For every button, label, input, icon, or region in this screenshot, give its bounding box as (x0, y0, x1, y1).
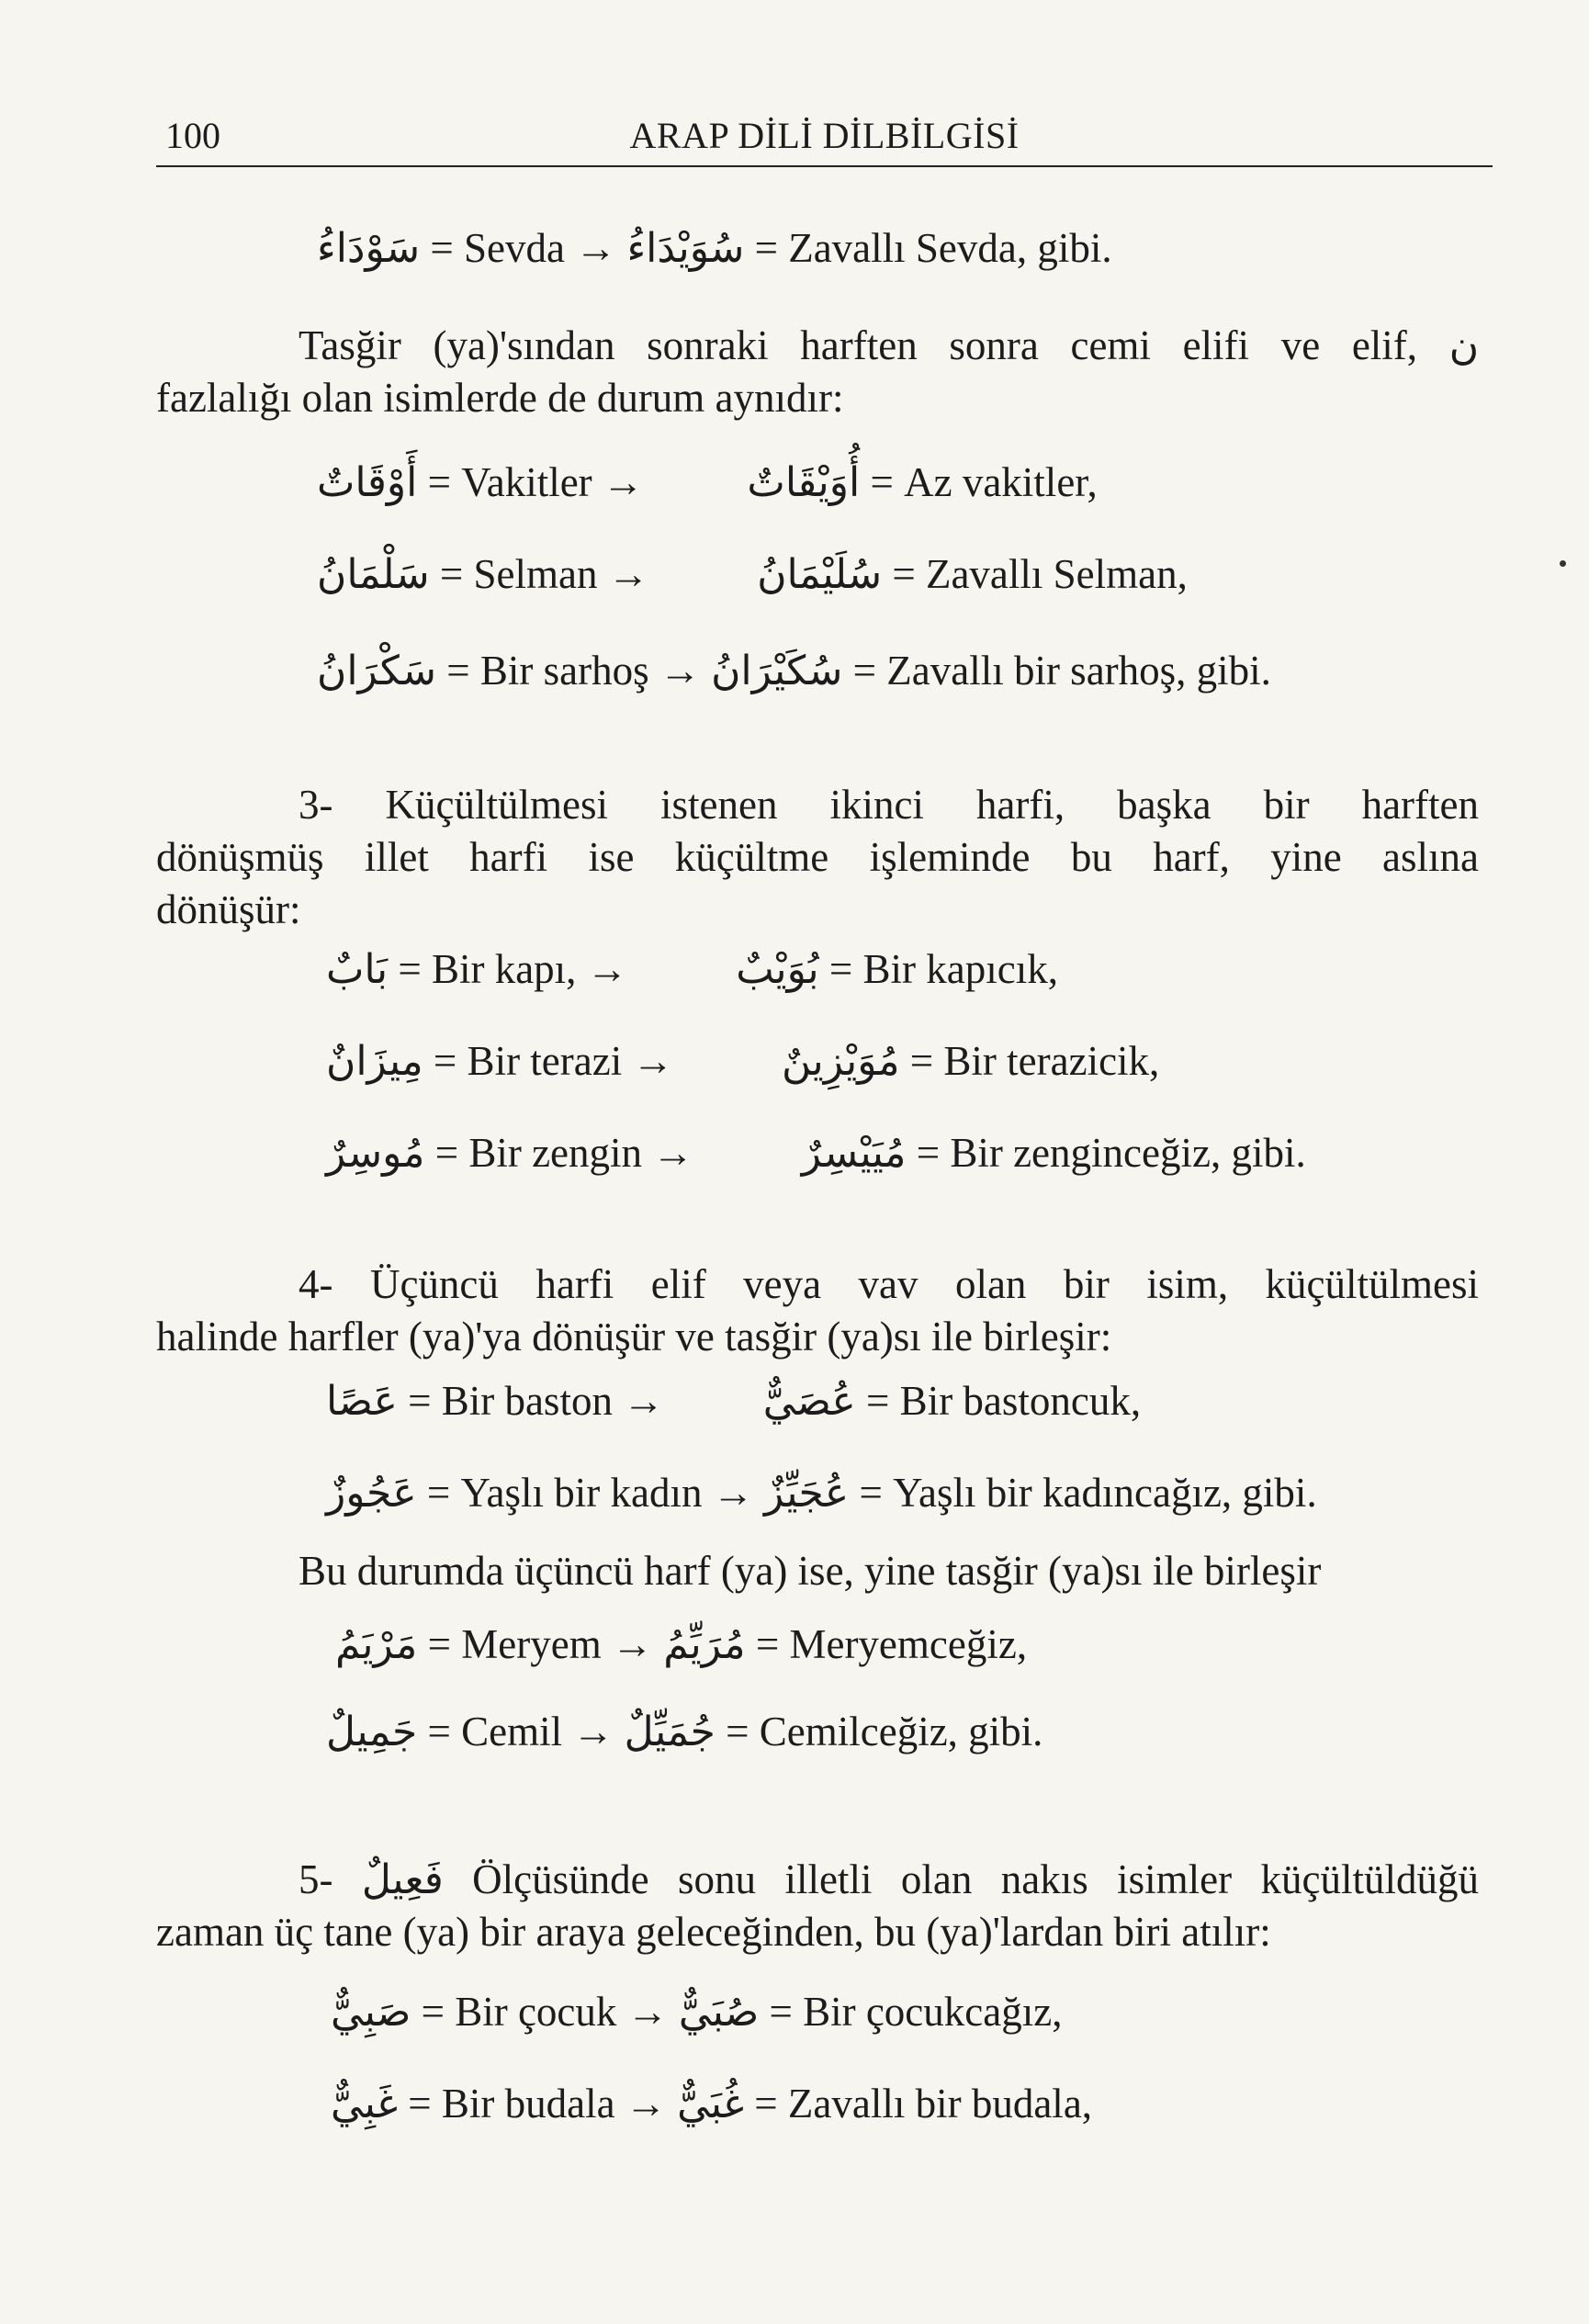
arabic-word: مُوسِرٌ (326, 1130, 425, 1177)
arabic-word: مِيزَانٌ (326, 1038, 423, 1085)
gloss: = Bir zenginceğiz, gibi. (916, 1130, 1306, 1176)
arabic-word: مُيَيْسِرٌ (801, 1130, 907, 1177)
example-line-terazi (326, 1038, 1159, 1086)
gloss: = Bir bastoncuk, (866, 1378, 1142, 1424)
arabic-word: غَبِيٌّ (331, 2081, 398, 2127)
arabic-word: أَوْقَاتٌ (317, 459, 418, 506)
paragraph-line (156, 1258, 1479, 1311)
paragraph-line (156, 779, 1479, 831)
gloss: = Bir sarhoş → (446, 648, 701, 694)
arabic-word: سَوْدَاءُ (317, 225, 421, 272)
gloss: = Bir kapı, → (398, 946, 628, 992)
arabic-word: صَبِيٌّ (331, 1989, 411, 2036)
arabic-word: مُوَيْزِينٌ (781, 1038, 900, 1085)
paragraph-line: dönüşür: (156, 886, 301, 932)
gloss: = Cemil → (427, 1709, 614, 1754)
gloss: = Vakitler → (427, 459, 644, 505)
paragraph-line: dönüşmüş illet harfi ise küçültme işleminde bu harf, yine aslına (156, 834, 1479, 880)
rule-number: 3- (299, 782, 333, 828)
arabic-word: جَمِيلٌ (326, 1709, 418, 1755)
rule-number: 5- (299, 1856, 333, 1902)
example-line-sarhos (317, 648, 1271, 695)
arabic-word: عُصَيٌّ (762, 1378, 856, 1425)
gloss: = Bir budala → (408, 2081, 667, 2127)
arabic-word: سُكَيْرَانُ (711, 648, 843, 694)
paragraph-line: halinde harfler (ya)'ya dönüşür ve tasğir (ya)sı ile birleşir: (156, 1314, 1112, 1359)
arabic-word: غُبَيٌّ (677, 2081, 745, 2127)
gloss: = Bir kapıcık, (828, 946, 1058, 992)
text: Üçüncü harfi elif veya vav olan bir isim, küçültülmesi (369, 1261, 1479, 1307)
arabic-word: أُوَيْقَاتٌ (747, 459, 861, 506)
gloss: = Zavallı Sevda, gibi. (754, 225, 1112, 271)
example-line-selman (317, 551, 1188, 599)
arabic-word: بَابٌ (326, 946, 389, 993)
example-line-cocuk (331, 1989, 1062, 2036)
arabic-word: بُوَيْبٌ (736, 946, 819, 993)
arabic-word: عُجَيِّزٌ (763, 1470, 850, 1517)
arabic-word: سَلْمَانُ (317, 551, 430, 598)
page-number: 100 (165, 115, 220, 156)
gloss: = Yaşlı bir kadıncağız, gibi. (859, 1470, 1317, 1516)
paragraph-rule-3 (156, 779, 1479, 936)
paragraph-tasgir (156, 320, 1479, 424)
gloss: = Selman → (439, 551, 649, 597)
margin-dot (1560, 560, 1566, 567)
gloss: = Meryem → (427, 1621, 653, 1667)
gloss: = Sevda → (430, 225, 617, 271)
paragraph-line (156, 320, 1479, 372)
gloss: = Zavallı bir budala, (754, 2081, 1093, 2127)
arabic-word: عَجُوزٌ (326, 1470, 417, 1517)
text: Küçültülmesi istenen ikinci harfi, başka bir harften (385, 782, 1480, 828)
arabic-word: فَعِيلٌ (361, 1856, 444, 1903)
arabic-word: عَصًا (326, 1378, 398, 1425)
text: Tasğir (ya)'sından sonraki harften sonra cemi elifi ve elif, (299, 322, 1418, 368)
page-header (156, 108, 1493, 167)
gloss: = Bir terazicik, (909, 1038, 1160, 1084)
gloss: = Zavallı Selman, (892, 551, 1188, 597)
arabic-word: صُبَيٌّ (678, 1989, 760, 2036)
arabic-word: مُرَيِّمُ (663, 1621, 746, 1668)
example-line-kadin (326, 1470, 1317, 1517)
example-line-sevda (317, 225, 1112, 273)
gloss: = Bir çocukcağız, (769, 1989, 1063, 2035)
gloss: = Az vakitler, (870, 459, 1098, 505)
example-line-budala (331, 2081, 1092, 2128)
text: Ölçüsünde sonu illetli olan nakıs isimler küçültüldüğü (472, 1856, 1479, 1902)
gloss: = Meryemceğiz, (755, 1621, 1028, 1667)
example-line-vakitler (317, 459, 1098, 507)
paragraph-rule-5 (156, 1854, 1479, 1958)
gloss: = Bir terazi → (433, 1038, 674, 1084)
gloss: = Bir çocuk → (421, 1989, 669, 2035)
note-line: Bu durumda üçüncü harf (ya) ise, yine tasğir (ya)sı ile birleşir (299, 1548, 1322, 1594)
running-title: ARAP DİLİ DİLBİLGİSİ (629, 115, 1020, 156)
rule-number: 4- (299, 1261, 333, 1307)
gloss: = Zavallı bir sarhoş, gibi. (852, 648, 1271, 694)
paragraph-line (156, 1854, 1479, 1906)
arabic-word: سَكْرَانُ (317, 648, 436, 694)
arabic-word: جُمَيِّلٌ (624, 1709, 716, 1755)
gloss: = Bir zengin → (434, 1130, 694, 1176)
paragraph-rule-4 (156, 1258, 1479, 1363)
paragraph-line: fazlalığı olan isimlerde de durum aynıdır: (156, 375, 844, 421)
arabic-word: مَرْيَمُ (335, 1621, 418, 1668)
arabic-word: سُلَيْمَانُ (757, 551, 883, 598)
example-line-kapi (326, 946, 1058, 994)
gloss: = Cemilceğiz, gibi. (726, 1709, 1043, 1754)
example-line-cemil (326, 1709, 1042, 1756)
example-line-zengin (326, 1130, 1306, 1178)
arabic-letter: ن (1448, 322, 1480, 369)
example-line-baston (326, 1378, 1141, 1426)
arabic-word: سُوَيْدَاءُ (626, 225, 745, 272)
example-line-meryem (335, 1621, 1027, 1669)
gloss: = Yaşlı bir kadın → (426, 1470, 754, 1516)
gloss: = Bir baston → (408, 1378, 665, 1424)
paragraph-line: zaman üç tane (ya) bir araya geleceğinden, bu (ya)'lardan biri atılır: (156, 1909, 1271, 1955)
